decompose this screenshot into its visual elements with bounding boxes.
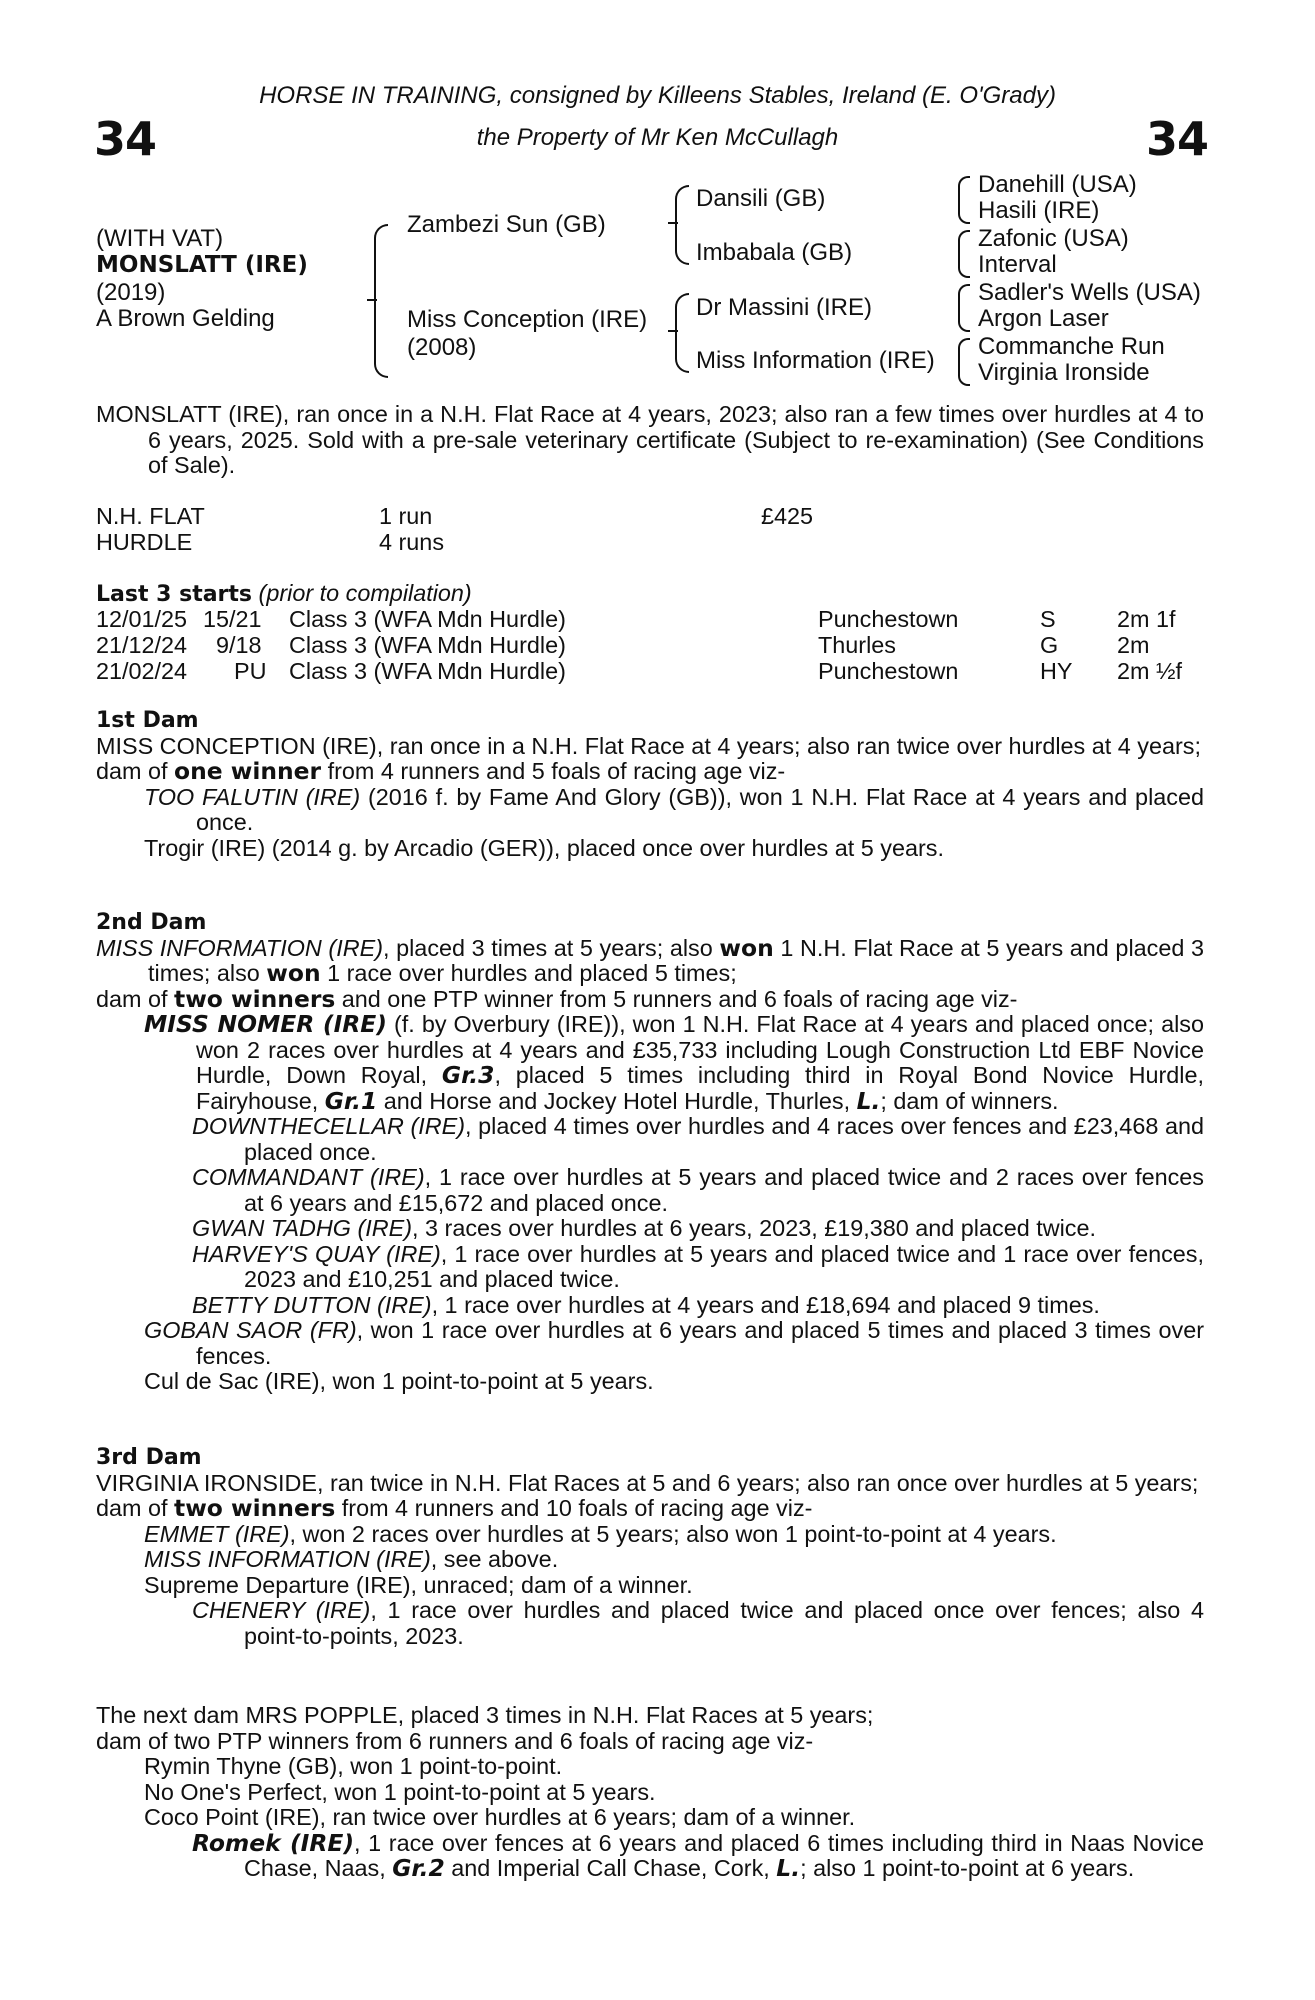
text: , 1 race over hurdles at 4 years and £18,694 and placed 9 times. [431,1291,1100,1318]
second-dam-heading: 2nd Dam [96,910,207,935]
second-dam-line [96,933,1204,987]
pedigree-brace-ggp1 [958,176,970,224]
first-dam-produce [96,759,1204,785]
horse-summary [96,402,1204,479]
text: , won 2 races over hurdles at 5 years; also won 1 point-to-point at 4 years. [289,1520,1057,1547]
next-dam-line: The next dam MRS POPPLE, placed 3 times in N.H. Flat Races at 5 years; [96,1702,874,1728]
next-dam-grand-foal-1 [96,1828,1204,1882]
foal-name: GWAN TADHG (IRE) [192,1215,413,1241]
start-3-dist: 2m ½f [1117,658,1182,684]
pedigree-brace-dam [675,293,689,373]
pedigree-dam: Miss Conception (IRE) [407,306,648,333]
next-dam-section [96,1703,1204,1882]
record-runs-2: 4 runs [379,529,445,555]
start-2-going: G [1040,632,1059,658]
text-bold: one winner [174,757,322,785]
third-dam-heading: 3rd Dam [96,1445,202,1470]
summary-text: MONSLATT (IRE), ran once in a N.H. Flat Race at 4 years, 2023; also ran a few times over hurdles at 4 to 6 years, 2025. Sold with a pre-sale veterinary certificate (Subject to re-examination) (See Conditions of Sale). [96,401,1204,478]
grand-foal-2 [96,1165,1204,1216]
start-2-pos: 9/18 [216,632,262,658]
text: from 4 runners and 5 foals of racing age viz- [321,758,786,784]
last-starts-heading [96,580,472,607]
foal-name: MISS NOMER (IRE) [144,1010,387,1038]
text: , placed 3 times at 5 years; also [382,934,720,961]
text-bold: two winners [174,1494,336,1522]
text-bold: two winners [174,984,336,1013]
text: from 4 runners and 10 foals of racing age viz- [335,1495,813,1521]
pedigree-ggp-7: Commanche Run [978,333,1165,360]
foal-name: BETTY DUTTON (IRE) [192,1291,432,1318]
second-dam-section [96,910,1204,1395]
foal-name: COMMANDANT (IRE) [192,1164,425,1190]
start-2-date: 21/12/24 [96,632,188,658]
text: dam of [96,758,175,784]
start-3-course: Punchestown [818,658,959,684]
grade: Gr.2 [392,1854,445,1882]
pedigree-brace-sire-tip [668,222,678,224]
pedigree-ggp-3: Zafonic (USA) [978,225,1129,252]
horse-year: (2019) [96,279,166,306]
next-dam-foal-3: Coco Point (IRE), ran twice over hurdles at 6 years; dam of a winner. [144,1804,856,1830]
pedigree-brace-ggp4 [958,338,970,386]
third-dam-line: VIRGINIA IRONSIDE, ran twice in N.H. Flat Races at 5 and 6 years; also ran once over hurdles at 5 years; [96,1469,1199,1496]
foal-name: TOO FALUTIN (IRE) [144,783,361,810]
text: , 3 races over hurdles at 6 years, 2023, £19,380 and placed twice. [412,1215,1096,1241]
pedigree-dam-year: (2008) [407,334,477,361]
pedigree-brace-sire [675,185,689,265]
foal-name: Romek (IRE) [192,1828,355,1857]
third-dam-foal-1 [96,1522,1204,1548]
record-type-1: N.H. FLAT [96,503,205,529]
last-starts-note: (prior to compilation) [258,580,472,606]
start-1-date: 12/01/25 [96,606,188,632]
text: (f. by Overbury (IRE)), won 1 N.H. Flat Race at 4 years and placed once; also won 2 races over hurdles at 4 years and £35,733 including Lough Construction Ltd EBF Novice Hurdle, Down Royal, [196,1011,1204,1088]
horse-description: A Brown Gelding [96,305,275,332]
next-dam-produce: dam of two PTP winners from 6 runners and 6 foals of racing age viz- [96,1727,814,1754]
third-dam-foal-2 [96,1547,1204,1573]
second-dam-produce [96,984,1204,1013]
first-dam-foal-2: Trogir (IRE) (2014 g. by Arcadio (GER)), placed once over hurdles at 5 years. [144,834,944,861]
start-1-race: Class 3 (WFA Mdn Hurdle) [289,606,566,632]
grade: L. [776,1854,801,1882]
start-3-date: 21/02/24 [96,658,188,684]
record-earnings-1: £425 [761,503,814,529]
foal-name: EMMET (IRE) [144,1520,290,1547]
foal-name: MISS INFORMATION (IRE) [144,1546,431,1572]
pedigree-ggp-5: Sadler's Wells (USA) [978,279,1201,306]
grade: Gr.1 [324,1086,378,1115]
first-dam-heading: 1st Dam [96,708,199,733]
pedigree-ggp-6: Argon Laser [978,305,1109,332]
start-2-race: Class 3 (WFA Mdn Hurdle) [289,632,566,658]
foal-name: HARVEY'S QUAY (IRE) [192,1240,441,1267]
foal-name: GOBAN SAOR (FR) [144,1317,357,1343]
foal-name: DOWNTHECELLAR (IRE) [192,1113,466,1139]
start-2-course: Thurles [818,632,896,658]
second-dam-foal-miss-nomer [96,1012,1204,1114]
vat-note: (WITH VAT) [96,225,224,252]
dam-name: MISS INFORMATION (IRE) [96,934,383,961]
text: 1 N.H. Flat Race at 5 years and placed 3 times; also [148,934,1204,986]
text: ; also 1 point-to-point at 6 years. [800,1855,1135,1881]
next-dam-foal-2: No One's Perfect, won 1 point-to-point at 5 years. [144,1778,656,1805]
text: and Imperial Call Chase, Cork, [444,1855,777,1881]
record-type-2: HURDLE [96,529,193,555]
text: , 1 race over hurdles at 5 years and placed twice and 2 races over fences at 6 years and £15,672 and placed once. [244,1164,1204,1216]
lot-number-left: 34 [94,112,157,166]
text: , 1 race over hurdles at 5 years and placed twice and 1 race over fences, 2023 and £10,251 and placed twice. [244,1240,1204,1292]
pedigree-ggp-4: Interval [978,251,1057,278]
third-dam-foal-3: Supreme Departure (IRE), unraced; dam of a winner. [144,1571,693,1598]
pedigree-brace-tip [367,299,377,301]
grade: L. [856,1086,881,1115]
record-runs-1: 1 run [379,503,433,529]
third-dam-section [96,1445,1204,1649]
text: and one PTP winner from 5 runners and 6 foals of racing age viz- [335,985,1018,1012]
first-dam-foal-1 [96,785,1204,836]
consignor-line: HORSE IN TRAINING, consigned by Killeens Stables, Ireland (E. O'Grady) [259,82,1056,109]
grade: Gr.3 [441,1061,495,1089]
pedigree-sire: Zambezi Sun (GB) [407,211,606,238]
pedigree-dam-dam: Miss Information (IRE) [696,347,935,374]
start-1-going: S [1040,606,1056,632]
start-1-course: Punchestown [818,606,959,632]
second-dam-foal-cul-de-sac: Cul de Sac (IRE), won 1 point-to-point at 5 years. [144,1368,654,1394]
start-2-dist: 2m [1117,632,1150,658]
text: 1 race over hurdles and placed 5 times; [320,960,737,986]
horse-name: MONSLATT (IRE) [96,252,308,278]
pedigree-brace-ggp2 [958,230,970,278]
text: , placed 4 times over hurdles and 4 races over fences and £23,468 and placed once. [244,1113,1204,1165]
text: , 1 race over fences at 6 years and placed 6 times including third in Naas Novice Chase, Naas, [244,1829,1204,1881]
grand-foal-1 [96,1114,1204,1165]
start-3-pos: PU [234,658,267,684]
grand-foal-5 [96,1293,1204,1319]
start-1-dist: 2m 1f [1117,606,1176,632]
first-dam-line: MISS CONCEPTION (IRE), ran once in a N.H. Flat Race at 4 years; also ran twice over hurdles at 4 years; [96,732,1201,759]
text-bold: won [719,933,774,962]
start-3-race: Class 3 (WFA Mdn Hurdle) [289,658,566,684]
second-dam-foal-goban-saor [96,1318,1204,1369]
pedigree-brace-dam-tip [668,330,678,332]
last-starts-title: Last 3 starts [96,582,253,607]
foal-name: CHENERY (IRE) [192,1597,371,1623]
text: dam of [96,985,175,1012]
text: and Horse and Jockey Hotel Hurdle, Thurles, [377,1087,857,1114]
pedigree-brace-main [374,224,388,378]
third-dam-produce [96,1496,1204,1522]
pedigree-ggp-8: Virginia Ironside [978,359,1150,386]
next-dam-foal-1: Rymin Thyne (GB), won 1 point-to-point. [144,1753,563,1779]
text: , see above. [430,1546,559,1572]
grand-foal-4 [96,1242,1204,1293]
pedigree-brace-ggp3 [958,284,970,332]
pedigree-ggp-2: Hasili (IRE) [978,197,1100,224]
text: dam of [96,1495,175,1521]
text: ; dam of winners. [880,1087,1059,1114]
foal-detail: (2016 f. by Fame And Glory (GB)), won 1 N.H. Flat Race at 4 years and placed once. [196,783,1204,835]
text: , won 1 race over hurdles at 6 years and placed 5 times and placed 3 times over fences. [196,1317,1205,1369]
pedigree-sire-sire: Dansili (GB) [696,185,826,212]
third-dam-grand-foal-1 [96,1598,1204,1649]
start-3-going: HY [1040,658,1073,684]
pedigree-ggp-1: Danehill (USA) [978,171,1137,198]
start-1-pos: 15/21 [203,606,262,632]
grand-foal-3 [96,1216,1204,1242]
pedigree-dam-sire: Dr Massini (IRE) [696,294,873,321]
text-bold: won [266,959,321,987]
text: , 1 race over hurdles and placed twice and placed once over fences; also 4 point-to-points, 2023. [244,1597,1204,1649]
text: , placed 5 times including third in Royal Bond Novice Hurdle, Fairyhouse, [196,1062,1204,1114]
first-dam-section [96,708,1204,861]
property-line: the Property of Mr Ken McCullagh [476,124,839,151]
lot-number-right: 34 [1146,112,1209,166]
pedigree-sire-dam: Imbabala (GB) [696,239,853,266]
